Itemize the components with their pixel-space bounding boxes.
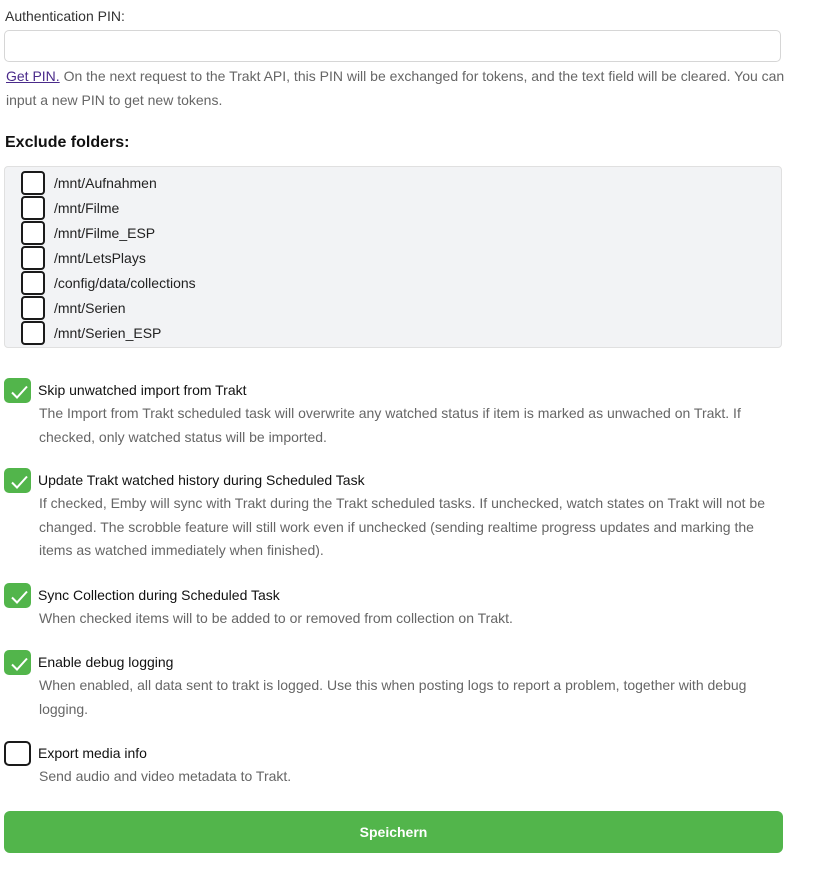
checkbox[interactable] xyxy=(21,196,45,220)
checkbox[interactable] xyxy=(21,246,45,270)
option-description: When enabled, all data sent to trakt is logged. Use this when posting logs to report a problem, together with debug logging. xyxy=(39,677,747,717)
exclude-folders-list xyxy=(4,166,782,348)
option-label[interactable]: Sync Collection during Scheduled Task xyxy=(38,587,280,603)
pin-help xyxy=(6,64,786,112)
update-history-checkbox[interactable] xyxy=(4,468,31,493)
sync-collection-checkbox[interactable] xyxy=(4,583,31,608)
folder-label: /mnt/Filme xyxy=(54,200,120,216)
debug-logging-checkbox[interactable] xyxy=(4,650,31,675)
folder-label: /config/data/collections xyxy=(54,275,196,291)
checkmark-icon xyxy=(10,589,29,606)
option-label[interactable]: Update Trakt watched history during Scheduled Task xyxy=(38,472,365,488)
folder-label: /mnt/Aufnahmen xyxy=(54,175,157,191)
option-description: If checked, Emby will sync with Trakt during the Trakt scheduled tasks. If unchecked, watch states on Trakt will not be changed. The scrobble feature will still work even if unchecked (sending realtime progress updates and marking the items as watched immediately when finished). xyxy=(39,495,765,558)
exclude-folders-title: Exclude folders: xyxy=(5,134,130,151)
folder-item[interactable] xyxy=(21,321,161,345)
folder-label: /mnt/Filme_ESP xyxy=(54,225,156,241)
option-label[interactable]: Export media info xyxy=(38,745,147,761)
skip-unwatched-checkbox[interactable] xyxy=(4,378,31,403)
folder-item[interactable] xyxy=(21,196,119,220)
option-description: Send audio and video metadata to Trakt. xyxy=(39,768,292,784)
option-description: When checked items will to be added to or removed from collection on Trakt. xyxy=(39,610,513,626)
folder-item[interactable] xyxy=(21,271,196,295)
get-pin-link[interactable]: Get PIN. xyxy=(6,68,60,84)
save-button[interactable]: Speichern xyxy=(4,811,783,853)
pin-input[interactable] xyxy=(4,30,781,62)
checkbox[interactable] xyxy=(21,321,45,345)
folder-item[interactable] xyxy=(21,246,146,270)
folder-label: /mnt/LetsPlays xyxy=(54,250,146,266)
checkbox[interactable] xyxy=(21,171,45,195)
pin-label: Authentication PIN: xyxy=(5,8,125,24)
option-label[interactable]: Enable debug logging xyxy=(38,654,174,670)
option-description: The Import from Trakt scheduled task will overwrite any watched status if item is marked as unwached on Trakt. If checked, only watched status will be imported. xyxy=(39,405,741,445)
checkbox[interactable] xyxy=(21,296,45,320)
checkbox[interactable] xyxy=(21,221,45,245)
checkmark-icon xyxy=(10,656,29,673)
checkmark-icon xyxy=(10,384,29,401)
pin-help-text: On the next request to the Trakt API, this PIN will be exchanged for tokens, and the text field will be cleared. You can input a new PIN to get new tokens. xyxy=(6,68,785,108)
folder-item[interactable] xyxy=(21,171,157,195)
checkmark-icon xyxy=(10,474,29,491)
checkbox[interactable] xyxy=(21,271,45,295)
folder-label: /mnt/Serien xyxy=(54,300,126,316)
folder-item[interactable] xyxy=(21,221,155,245)
folder-label: /mnt/Serien_ESP xyxy=(54,325,162,341)
folder-item[interactable] xyxy=(21,296,126,320)
option-label[interactable]: Skip unwatched import from Trakt xyxy=(38,382,247,398)
export-media-checkbox[interactable] xyxy=(4,741,31,766)
